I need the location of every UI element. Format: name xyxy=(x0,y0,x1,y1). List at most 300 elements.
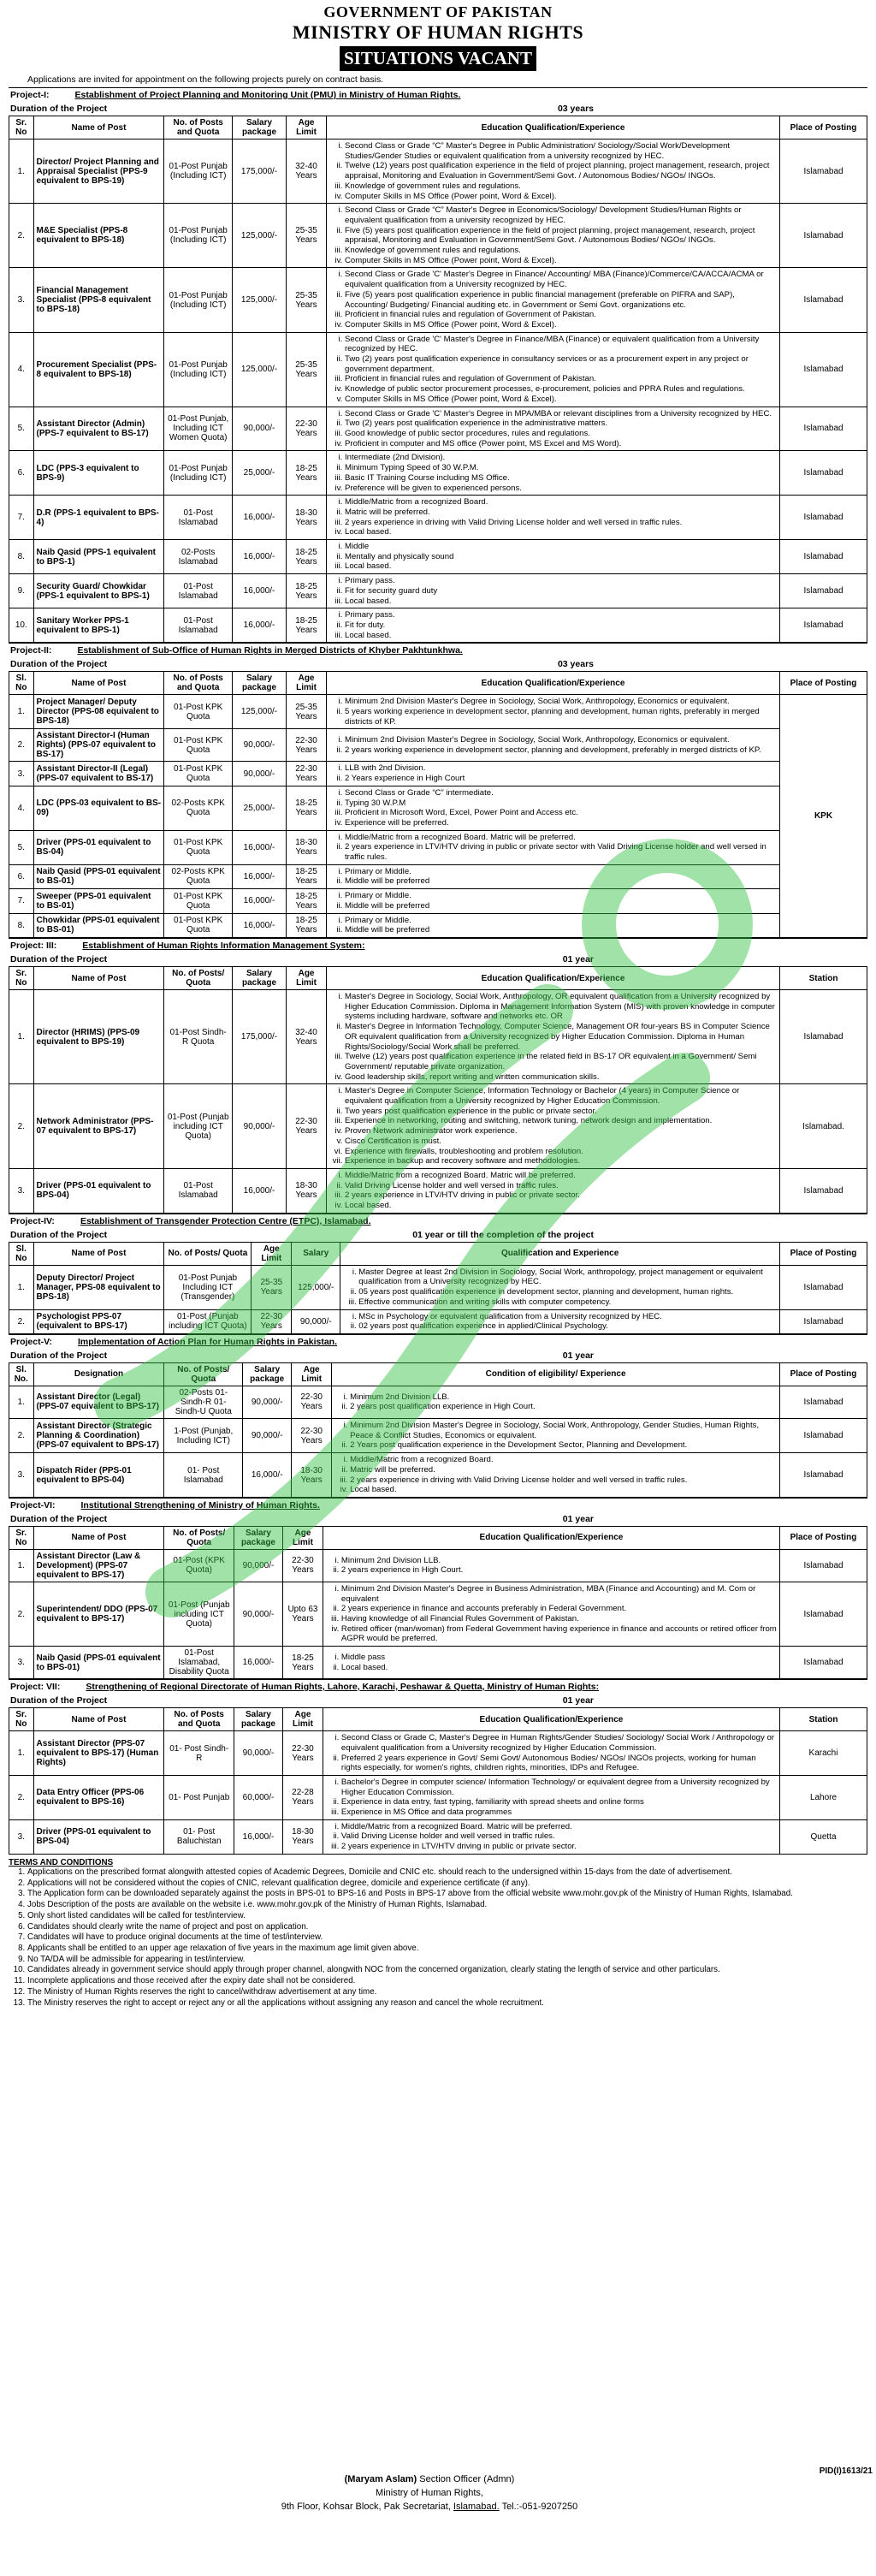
column-header: Sr. No xyxy=(9,116,34,139)
education-item: ii. Middle will be preferred xyxy=(345,876,777,887)
cell-place: Islamabad xyxy=(780,1418,867,1452)
education-item: iii. 2 years experience in driving with Valid Driving License holder and well versed in traffic rules. xyxy=(345,518,777,528)
cell-quota: 01-Post Punjab (Including ICT) xyxy=(164,204,233,268)
table-row xyxy=(9,1453,867,1498)
cell-salary: 125,000/- xyxy=(232,204,286,268)
cell-salary: 16,000/- xyxy=(232,540,286,574)
cell-salary: 90,000/- xyxy=(232,729,286,762)
table-row xyxy=(9,1084,867,1169)
ministry-title: MINISTRY OF HUMAN RIGHTS xyxy=(292,21,584,43)
education-item: i. Second Class or Grade 'C' Master's Degree in Finance/MBA (Finance) or equivalent qualification from a University recognized by HEC. xyxy=(345,335,777,354)
education-list xyxy=(329,763,777,783)
situations-vacant-banner: SITUATIONS VACANT xyxy=(340,46,536,71)
cell-place: Islamabad xyxy=(780,268,867,332)
education-item: i. Primary or Middle. xyxy=(345,867,777,877)
column-header: Name of Post xyxy=(33,672,164,695)
cell-age: 22-30 Years xyxy=(287,1084,327,1169)
column-header: Salary package xyxy=(232,672,286,695)
cell-salary: 90,000/- xyxy=(232,762,286,786)
column-header: Salary package xyxy=(243,1362,292,1386)
cell-salary: 125,000/- xyxy=(232,332,286,407)
cell-quota: 01-Post KPK Quota xyxy=(164,695,233,729)
column-header: Place of Posting xyxy=(780,1242,867,1265)
duration-label: Duration of the Project xyxy=(10,659,108,670)
cell-sr: 4. xyxy=(9,332,34,407)
p7-title: Strengthening of Regional Directorate of Human Rights, Lahore, Karachi, Peshawar & Quetta, Ministry of Human Rights: xyxy=(86,1682,600,1693)
education-item: ii. 05 years post qualification experience in development sector, planning and development, human rights. xyxy=(358,1287,777,1297)
table-header-row xyxy=(9,116,867,139)
column-header: Place of Posting xyxy=(780,116,867,139)
cell-age: 18-30 Years xyxy=(287,830,327,864)
cell-age: 22-30 Years xyxy=(292,1418,332,1452)
p2-label: Project-II: xyxy=(10,645,52,656)
cell-sr: 3. xyxy=(9,762,34,786)
cell-quota: 01-Post Punjab (Including ICT) xyxy=(164,332,233,407)
cell-post: Psychologist PPS-07 (equivalent to BPS-17) xyxy=(33,1309,164,1333)
cell-place: Quetta xyxy=(780,1819,867,1854)
column-header: Name of Post xyxy=(33,116,164,139)
education-list xyxy=(334,1455,777,1495)
p5-duration-line xyxy=(9,1349,867,1362)
cell-education xyxy=(323,1775,779,1819)
table-header-row xyxy=(9,1362,867,1386)
column-header: No. of Posts/ Quota xyxy=(164,1242,252,1265)
cell-education xyxy=(340,1309,780,1333)
education-item: vi. Experience with firewalls, troubleshooting and problem resolution. xyxy=(345,1147,777,1157)
cell-place: Islamabad xyxy=(780,1265,867,1309)
cell-post: Assistant Director (PPS-07 equivalent to BPS-17) (Human Rights) xyxy=(33,1731,164,1776)
p5-table xyxy=(9,1362,867,1498)
table-row xyxy=(9,204,867,268)
telephone: Tel.:-051-9207250 xyxy=(501,2501,578,2512)
cell-salary: 90,000/- xyxy=(234,1731,282,1776)
cell-education xyxy=(326,496,779,540)
education-item: iii. 2 years experience in driving with Valid Driving License holder and well versed in traffic rules. xyxy=(350,1475,777,1486)
education-item: ii. Five (5) years post qualification experience in the field of project planning, project management, research, project appraisal, Monitoring and Evaluation in Government/Semi Govt. / Autonomous Bodies/ NGOs/ INGOs. xyxy=(345,226,777,246)
cell-salary: 90,000/- xyxy=(243,1418,292,1452)
cell-age: 22-30 Years xyxy=(287,407,327,451)
terms-list xyxy=(9,1867,867,2009)
p3-label: Project: III: xyxy=(10,941,57,951)
column-header: Age Limit xyxy=(287,116,327,139)
p3-table xyxy=(9,966,867,1214)
duration-label: Duration of the Project xyxy=(10,1513,108,1524)
duration-value: 01 year xyxy=(562,1350,594,1361)
cell-place: Islamabad xyxy=(780,332,867,407)
cell-quota: 01-Post Punjab (Including ICT) xyxy=(164,268,233,332)
terms-heading: TERMS AND CONDITIONS xyxy=(9,1857,114,1867)
cell-salary: 175,000/- xyxy=(232,990,286,1084)
education-item: ii. Middle will be preferred xyxy=(345,901,777,911)
column-header: Place of Posting xyxy=(780,672,867,695)
duration-label: Duration of the Project xyxy=(10,1695,108,1706)
cell-age: 18-30 Years xyxy=(287,496,327,540)
column-header: Salary package xyxy=(232,116,286,139)
column-header: Condition of eligibility/ Experience xyxy=(332,1362,780,1386)
cell-salary: 16,000/- xyxy=(232,496,286,540)
cell-quota: 01-Post Punjab (Including ICT) xyxy=(164,451,233,496)
cell-education xyxy=(332,1453,780,1498)
cell-age: 25-35 Years xyxy=(287,204,327,268)
education-item: ii. 2 years post qualification experience in High Court. xyxy=(350,1402,777,1412)
p3-duration-line xyxy=(9,953,867,966)
cell-sr: 3. xyxy=(9,268,34,332)
table-header-row xyxy=(9,672,867,695)
column-header: Sl. No xyxy=(9,672,34,695)
duration-label: Duration of the Project xyxy=(10,1350,108,1361)
cell-place: Islamabad xyxy=(780,451,867,496)
cell-salary: 90,000/- xyxy=(232,407,286,451)
education-item: ii. Fit for security guard duty xyxy=(345,586,777,597)
education-item: ii. Fit for duty. xyxy=(345,620,777,631)
signature-block xyxy=(0,2473,859,2514)
column-header: No. of Posts and Quota xyxy=(164,116,233,139)
education-list xyxy=(329,141,777,201)
p7-label: Project: VII: xyxy=(10,1682,61,1693)
officer-name: (Maryam Aslam) xyxy=(344,2474,417,2484)
cell-salary: 90,000/- xyxy=(292,1309,340,1333)
cell-education xyxy=(340,1265,780,1309)
education-item: ii. Twelve (12) years post qualification experience in the field of project planning, project management, research, project appraisal, Monitoring and Evaluation in Government/Semi Govt. / Autonomous Bodies/ NGOs/ INGOs. xyxy=(345,161,777,181)
education-item: iv. Preference will be given to experienced persons. xyxy=(345,484,777,494)
education-item: i. Middle/Matric from a recognized Board. Matric will be preferred. xyxy=(345,833,777,843)
cell-post: Network Administrator (PPS-07 equivalent to BPS-17) xyxy=(33,1084,164,1169)
table-row xyxy=(9,762,867,786)
cell-sr: 2. xyxy=(9,1084,34,1169)
p4-title: Establishment of Transgender Protection Centre (ETPC), Islamabad. xyxy=(80,1215,371,1226)
p1-table xyxy=(9,116,867,643)
education-item: iii. Knowledge of government rules and regulations. xyxy=(345,181,777,192)
cell-place: Karachi xyxy=(780,1731,867,1776)
cell-age: 22-30 Years xyxy=(287,729,327,762)
table-header-row xyxy=(9,1242,867,1265)
cell-quota: 01-Post Islamabad xyxy=(164,1168,233,1213)
cell-salary: 125,000/- xyxy=(232,695,286,729)
cell-post: D.R (PPS-1 equivalent to BPS-4) xyxy=(33,496,164,540)
education-item: v. Cisco Certification is must. xyxy=(345,1137,777,1147)
education-item: iii. Basic IT Training Course including MS Office. xyxy=(345,473,777,484)
cell-sr: 8. xyxy=(9,540,34,574)
cell-quota: 01- Post Baluchistan xyxy=(164,1819,234,1854)
projects-container xyxy=(9,87,867,1855)
cell-sr: 3. xyxy=(9,1819,34,1854)
cell-quota: 01-Post (KPK Quota) xyxy=(164,1549,234,1582)
address-line: 9th Floor, Kohsar Block, Pak Secretariat, xyxy=(281,2501,451,2512)
column-header: Education Qualification/Experience xyxy=(326,672,779,695)
cell-salary: 90,000/- xyxy=(232,1084,286,1169)
p6-table xyxy=(9,1526,867,1679)
cell-sr: 1. xyxy=(9,139,34,204)
education-list xyxy=(334,1421,777,1451)
education-list xyxy=(329,409,777,449)
education-item: iii. Effective communication and writing skills with computer competency. xyxy=(358,1297,777,1308)
p7-duration-line xyxy=(9,1694,867,1707)
cell-quota: 01-Post KPK Quota xyxy=(164,889,233,913)
education-item: ii. 2 years experience in LTV/HTV driving in public or private sector with Valid Driving License holder and well versed in traffic rules. xyxy=(345,842,777,862)
education-item: i. Primary pass. xyxy=(345,610,777,620)
education-item: iii. Proficient in financial rules and regulation of Government of Pakistan. xyxy=(345,310,777,320)
education-item: iii. 2 years experience in LTV/HTV driving in public or private sector. xyxy=(345,1190,777,1201)
cell-place: Islamabad xyxy=(780,1386,867,1418)
cell-post: Director/ Project Planning and Appraisal Specialist (PPS-9 equivalent to BPS-19) xyxy=(33,139,164,204)
cell-post: Sweeper (PPS-01 equivalent to BS-01) xyxy=(33,889,164,913)
education-item: iii. Proficient in financial rules and regulation of Government of Pakistan. xyxy=(345,374,777,384)
duration-value: 01 year xyxy=(562,1513,594,1524)
cell-age: 18-25 Years xyxy=(287,574,327,608)
cell-place: Islamabad xyxy=(780,540,867,574)
cell-age: 22-30 Years xyxy=(292,1386,332,1418)
terms-item: 13. The Ministry reserves the right to accept or reject any or all the applications without assigning any reason and cancel the whole recruitment. xyxy=(27,1998,867,2009)
education-list xyxy=(329,453,777,493)
cell-education xyxy=(326,268,779,332)
cell-salary: 16,000/- xyxy=(232,889,286,913)
education-item: iii. Experience in MS Office and data programmes xyxy=(341,1807,777,1818)
cell-age: 18-30 Years xyxy=(283,1819,323,1854)
cell-sr: 2. xyxy=(9,1309,34,1333)
cell-sr: 7. xyxy=(9,496,34,540)
education-item: ii. Minimum Typing Speed of 30 W.P.M. xyxy=(345,463,777,473)
cell-quota: 02-Posts Islamabad xyxy=(164,540,233,574)
cell-quota: 01-Post Punjab (Including ICT) xyxy=(164,139,233,204)
column-header: No. of Posts and Quota xyxy=(164,1708,234,1731)
cell-age: 22-30 Years xyxy=(283,1549,323,1582)
education-item: ii. 2 years working experience in development sector, planning and development, preferably in merged districts of KP. xyxy=(345,745,777,756)
education-item: i. Primary or Middle. xyxy=(345,916,777,926)
cell-place: Islamabad xyxy=(780,204,867,268)
cell-sr: 8. xyxy=(9,913,34,937)
education-list xyxy=(326,1653,777,1672)
office-name: Ministry of Human Rights, xyxy=(376,2487,483,2498)
cell-salary: 90,000/- xyxy=(234,1549,282,1582)
education-list xyxy=(329,497,777,537)
column-header: Age Limit xyxy=(292,1362,332,1386)
cell-sr: 1. xyxy=(9,1549,34,1582)
duration-value: 03 years xyxy=(557,659,594,670)
education-list xyxy=(343,1267,777,1308)
gov-title: GOVERNMENT OF PAKISTAN xyxy=(323,3,553,21)
p2-title: Establishment of Sub-Office of Human Rights in Merged Districts of Khyber Pakhtunkhwa. xyxy=(77,645,463,656)
cell-post: Assistant Director-I (Human Rights) (PPS-07 equivalent to BS-17) xyxy=(33,729,164,762)
column-header: Education Qualification/Experience xyxy=(326,967,779,990)
column-header: No. of Posts/ Quota xyxy=(164,1362,243,1386)
cell-education xyxy=(326,1168,779,1213)
column-header: No. of Posts and Quota xyxy=(164,672,233,695)
cell-sr: 1. xyxy=(9,695,34,729)
education-list xyxy=(329,916,777,935)
education-item: i. Middle/Matric from a recognized Board. xyxy=(345,497,777,507)
cell-sr: 2. xyxy=(9,1582,34,1646)
column-header: Name of Post xyxy=(33,1242,164,1265)
education-list xyxy=(329,833,777,863)
cell-education xyxy=(332,1418,780,1452)
cell-post: Superintendent/ DDO (PPS-07 equivalent to BPS-17) xyxy=(33,1582,164,1646)
education-list xyxy=(343,1312,777,1332)
p7-table xyxy=(9,1707,867,1855)
education-item: i. Minimum 2nd Division Master's Degree in Sociology, Social Work, Anthropology, Economics or equivalent. xyxy=(345,735,777,745)
table-row xyxy=(9,1819,867,1854)
table-row xyxy=(9,889,867,913)
education-item: i. Middle/Matric from a recognized Board. Matric will be preferred. xyxy=(341,1822,777,1832)
intro-text: Applications are invited for appointment on the following projects purely on contract basis. xyxy=(27,74,384,85)
table-row xyxy=(9,1582,867,1646)
cell-quota: 01-Post KPK Quota xyxy=(164,729,233,762)
education-item: ii. 5 years working experience in development sector, planning and development, human rights, preferably in merged districts of KP. xyxy=(345,707,777,727)
education-item: i. Master's Degree in Computer Science, Information Technology or Bachelor (4 years) in Computer Science or equivalent qualification from a University recognized by Higher Education Commission. xyxy=(345,1086,777,1106)
pid-number: PID(I)1613/21 xyxy=(819,2466,873,2476)
cell-sr: 6. xyxy=(9,864,34,888)
education-item: i. Second Class or Grade C, Master's Degree in Human Rights/Gender Studies/ Sociology/ Social Work / Anthropology or equivalent qualification from a University recognized by Higher Education Commission. xyxy=(341,1733,777,1753)
cell-salary: 16,000/- xyxy=(243,1453,292,1498)
cell-post: LDC (PPS-03 equivalent to BS-09) xyxy=(33,786,164,830)
education-item: i. Middle xyxy=(345,542,777,552)
column-header: Station xyxy=(780,1708,867,1731)
table-row xyxy=(9,540,867,574)
education-item: iv. Computer Skills in MS Office (Power point, Word & Excel). xyxy=(345,320,777,330)
column-header: Place of Posting xyxy=(780,1362,867,1386)
cell-sr: 2. xyxy=(9,1418,34,1452)
cell-post: Security Guard/ Chowkidar (PPS-1 equivalent to BPS-1) xyxy=(33,574,164,608)
table-header-row xyxy=(9,1526,867,1549)
cell-quota: 01-Post KPK Quota xyxy=(164,913,233,937)
cell-place: Islamabad xyxy=(780,990,867,1084)
education-item: ii. 2 years experience in High Court. xyxy=(341,1565,777,1576)
education-list xyxy=(329,891,777,911)
education-item: i. Second Class or Grade “C” Master's Degree in Public Administration/ Sociology/Social Work/Development Studies/Gender Studies or equivalent qualification from a university recognized by HEC. xyxy=(345,141,777,161)
cell-education xyxy=(326,729,779,762)
cell-place: KPK xyxy=(780,695,867,938)
terms-item: 12. The Ministry of Human Rights reserves the right to cancel/withdraw advertisement at any time. xyxy=(27,1987,867,1998)
education-list xyxy=(329,735,777,755)
cell-age: Upto 63 Years xyxy=(283,1582,323,1646)
education-list xyxy=(329,335,777,405)
education-item: iv. Proficient in computer and MS office (Power point, MS Excel and MS Word). xyxy=(345,439,777,449)
cell-sr: 1. xyxy=(9,990,34,1084)
education-item: i. Minimum 2nd Division Master's Degree in Sociology, Social Work, Anthropology, Economics or equivalent. xyxy=(345,697,777,707)
education-item: iv. Good leadership skills, report writing and written communication skills. xyxy=(345,1072,777,1083)
table-row xyxy=(9,913,867,937)
education-item: i. Master Degree at least 2nd Division in Sociology, Social Work, anthropology, project management or equivalent qualification from a University recognized by HEC. xyxy=(358,1267,777,1287)
table-row xyxy=(9,990,867,1084)
cell-post: Assistant Director (Admin) (PPS-7 equivalent to BS-17) xyxy=(33,407,164,451)
education-item: ii. Valid Driving License holder and well versed in traffic rules. xyxy=(345,1181,777,1191)
cell-education xyxy=(323,1549,779,1582)
education-item: iii. Twelve (12) years post qualification experience in the related field in BS-17 OR equivalent in a Government/ Semi Government/ reputable private organization. xyxy=(345,1052,777,1071)
table-row xyxy=(9,864,867,888)
table-row xyxy=(9,268,867,332)
cell-sr: 5. xyxy=(9,407,34,451)
column-header: Sr. No xyxy=(9,1708,34,1731)
cell-post: Financial Management Specialist (PPS-8 equivalent to BPS-18) xyxy=(33,268,164,332)
education-item: v. Computer Skills in MS Office (Power point, Word & Excel). xyxy=(345,395,777,405)
p7-title-line xyxy=(9,1679,867,1694)
education-item: i. Primary pass. xyxy=(345,576,777,586)
cell-place: Islamabad xyxy=(780,1549,867,1582)
cell-post: Assistant Director (Law & Development) (PPS-07 equivalent to BPS-17) xyxy=(33,1549,164,1582)
cell-quota: 01-Post KPK Quota xyxy=(164,762,233,786)
education-item: i. Middle/Matric from a recognized Board. Matric will be preferred. xyxy=(345,1171,777,1181)
cell-education xyxy=(326,407,779,451)
cell-age: 22-30 Years xyxy=(287,762,327,786)
cell-sr: 9. xyxy=(9,574,34,608)
table-row xyxy=(9,451,867,496)
education-item: ii. Mentally and physically sound xyxy=(345,552,777,562)
cell-post: LDC (PPS-3 equivalent to BPS-9) xyxy=(33,451,164,496)
cell-education xyxy=(323,1582,779,1646)
terms-item: 7. Candidates will have to produce original documents at the time of test/interview. xyxy=(27,1932,867,1944)
cell-age: 18-25 Years xyxy=(287,913,327,937)
cell-place: Islamabad xyxy=(780,1647,867,1679)
cell-age: 32-40 Years xyxy=(287,139,327,204)
cell-salary: 25,000/- xyxy=(232,786,286,830)
column-header: Place of Posting xyxy=(780,1526,867,1549)
terms-item: 3. The Application form can be downloaded separately against the posts in BPS-01 to BPS-16 and Posts in BPS-17 above from the official website www.mohr.gov.pk of the Ministry of Human Rights, Islamabad. xyxy=(27,1889,867,1900)
cell-sr: 4. xyxy=(9,786,34,830)
table-row xyxy=(9,1647,867,1679)
cell-education xyxy=(326,762,779,786)
table-row xyxy=(9,496,867,540)
education-list xyxy=(329,270,777,329)
column-header: Age Limit xyxy=(287,672,327,695)
table-row xyxy=(9,139,867,204)
table-row xyxy=(9,574,867,608)
cell-education xyxy=(323,1819,779,1854)
cell-quota: 01-Post (Punjab including ICT Quota) xyxy=(164,1084,233,1169)
cell-post: Data Entry Officer (PPS-06 equivalent to BPS-16) xyxy=(33,1775,164,1819)
cell-place: Islamabad xyxy=(780,139,867,204)
education-list xyxy=(326,1778,777,1818)
cell-education xyxy=(332,1386,780,1418)
column-header: Age Limit xyxy=(252,1242,292,1265)
cell-sr: 1. xyxy=(9,1265,34,1309)
education-item: i. Bachelor's Degree in computer science/ Information Technology/ or equivalent degree from a University recognized by Higher Education Commission. xyxy=(341,1778,777,1797)
table-row xyxy=(9,608,867,643)
education-item: ii. 2 years experience in finance and accounts preferably in Federal Government. xyxy=(341,1604,777,1614)
cell-sr: 2. xyxy=(9,204,34,268)
cell-salary: 16,000/- xyxy=(232,574,286,608)
education-item: ii. Middle will be preferred xyxy=(345,925,777,935)
cell-education xyxy=(326,695,779,729)
header xyxy=(9,3,867,71)
education-item: ii. Two years post qualification experience in the public or private sector. xyxy=(345,1107,777,1117)
address-city: Islamabad. xyxy=(453,2501,500,2512)
cell-education xyxy=(326,786,779,830)
cell-post: Procurement Specialist (PPS-8 equivalent to BPS-18) xyxy=(33,332,164,407)
cell-age: 18-25 Years xyxy=(283,1647,323,1679)
education-list xyxy=(334,1392,777,1412)
education-item: i. Second Class or Grade 'C' Master's Degree in Finance/ Accounting/ MBA (Finance)/Commerce/CA/ACCA/ACMA or equivalent qualification from a University recognized by HEC. xyxy=(345,270,777,289)
cell-post: Naib Qasid (PPS-1 equivalent to BPS-1) xyxy=(33,540,164,574)
cell-quota: 02-Posts 01- Sindh-R 01- Sindh-U Quota xyxy=(164,1386,243,1418)
cell-quota: 01-Post Punjab, Including ICT Women Quota) xyxy=(164,407,233,451)
terms-item: 6. Candidates should clearly write the name of project and post on application. xyxy=(27,1922,867,1933)
education-item: iii. Knowledge of government rules and regulations. xyxy=(345,246,777,256)
education-list xyxy=(329,610,777,640)
table-row xyxy=(9,1168,867,1213)
p6-title: Institutional Strengthening of Ministry of Human Rights. xyxy=(80,1499,320,1511)
cell-sr: 3. xyxy=(9,1453,34,1498)
cell-quota: 01-Post Islamabad, Disability Quota xyxy=(164,1647,234,1679)
education-item: i. Middle/Matric from a recognized Board. xyxy=(350,1455,777,1465)
officer-designation: Section Officer (Admn) xyxy=(419,2474,515,2484)
education-list xyxy=(329,542,777,572)
cell-post: Dispatch Rider (PPS-01 equivalent to BPS-04) xyxy=(33,1453,164,1498)
duration-label: Duration of the Project xyxy=(10,1229,108,1240)
cell-post: Deputy Director/ Project Manager, PPS-08 equivalent to BPS-18) xyxy=(33,1265,164,1309)
cell-sr: 10. xyxy=(9,608,34,643)
duration-value: 01 year xyxy=(562,954,594,965)
education-item: ii. Matric will be preferred. xyxy=(345,507,777,518)
cell-post: Assistant Director (Strategic Planning & Coordination) (PPS-07 equivalent to BPS-17) xyxy=(33,1418,164,1452)
